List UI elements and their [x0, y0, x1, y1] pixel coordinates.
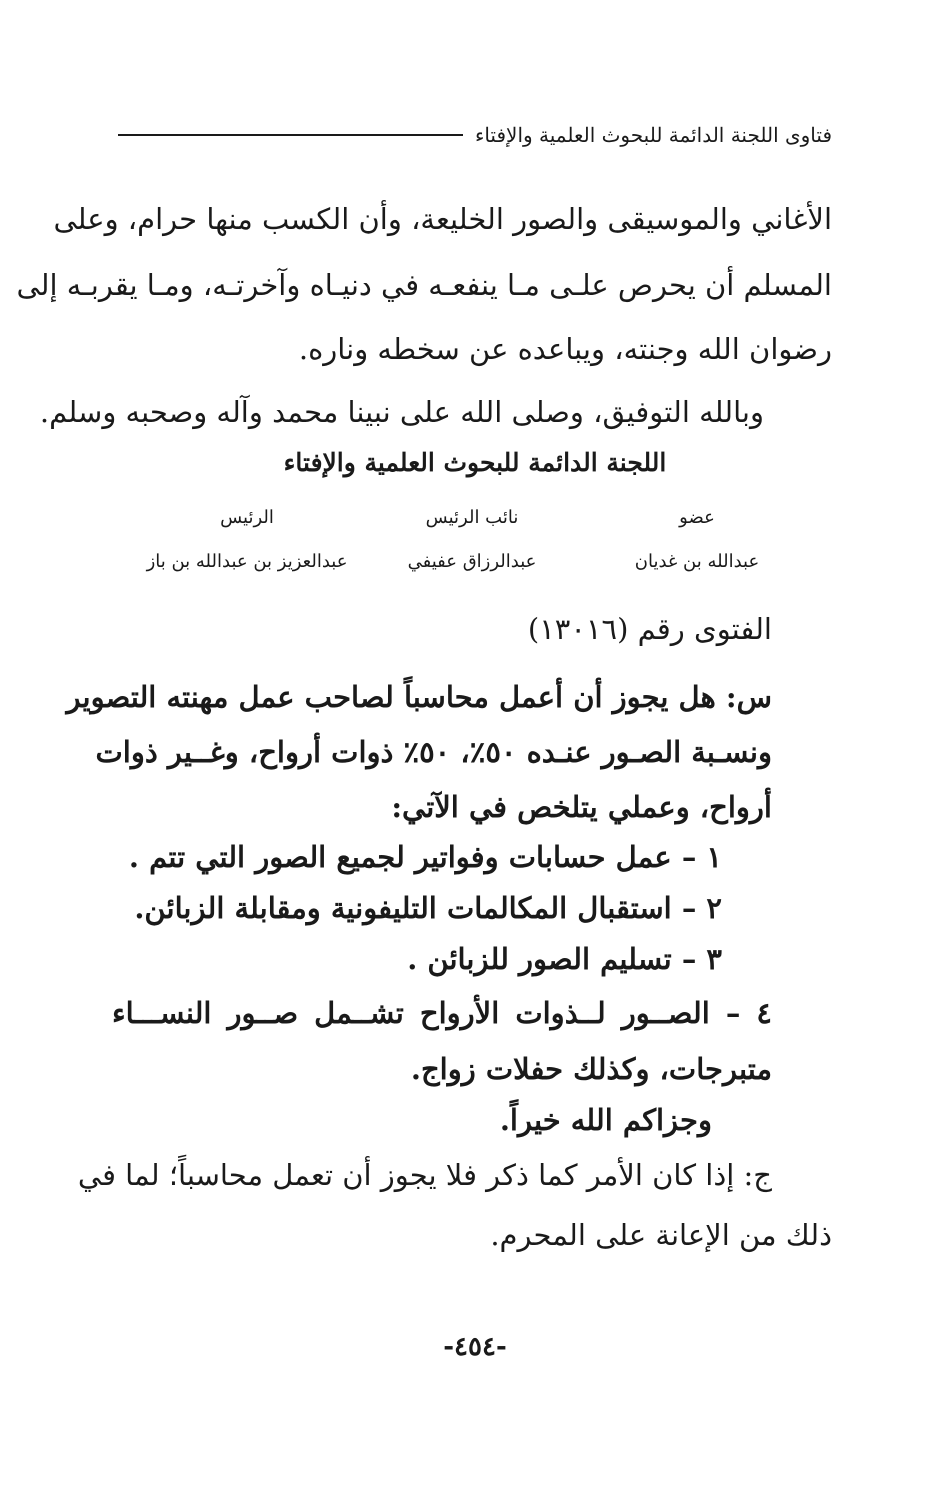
- signatory-name: عبدالرزاق عفيفي: [407, 551, 537, 572]
- signatory-role: نائب الرئيس: [425, 507, 519, 528]
- list-item: ٢ – استقبال المكالمات التليفونية ومقابلة الزبائن.: [134, 891, 722, 925]
- signatory-president: [132, 503, 362, 577]
- committee-title: اللجنة الدائمة للبحوث العلمية والإفتاء: [283, 448, 667, 477]
- closing-line: وبالله التوفيق، وصلى الله على نبينا محمد وآله وصحبه وسلم.: [39, 395, 764, 429]
- running-header: [118, 117, 832, 153]
- paragraph-line: رضوان الله وجنته، ويباعده عن سخطه وناره.: [298, 332, 832, 366]
- list-item-continuation: متبرجات، وكذلك حفلات زواج.: [410, 1052, 772, 1086]
- paragraph-line: الأغاني والموسيقى والصور الخليعة، وأن الكسب منها حرام، وعلى: [53, 202, 832, 236]
- page-number: -٤٥٤-: [443, 1332, 507, 1362]
- signatory-role: الرئيس: [220, 507, 274, 528]
- signatory-name: عبدالله بن غديان: [634, 551, 760, 572]
- question-line: أرواح، وعملي يتلخص في الآتي:: [391, 790, 772, 824]
- fatwa-number: الفتوى رقم (١٣٠١٦): [527, 612, 772, 646]
- header-rule: [118, 134, 463, 136]
- paragraph-line: المسلم أن يحرص علـى مـا ينفعـه في دنيـاه وآخرتـه، ومـا يقربـه إلى: [16, 268, 832, 302]
- question-line: س: هل يجوز أن أعمل محاسباً لصاحب عمل مهنته التصوير: [66, 680, 772, 714]
- list-item: ١ – عمل حسابات وفواتير لجميع الصور التي تتم .: [128, 840, 722, 874]
- list-item: ٤ – الصــور لــذوات الأرواح تشــمل صــور النســـاء: [112, 996, 772, 1030]
- signatory-role: عضو: [679, 507, 715, 528]
- signatory-name: عبدالعزيز بن عبدالله بن باز: [146, 551, 348, 572]
- question-line: ونسـبة الصـور عنـده ٥٠٪، ٥٠٪ ذوات أرواح، وغــير ذوات: [95, 735, 772, 769]
- question-thanks: وجزاكم الله خيراً.: [499, 1103, 712, 1137]
- running-title: فتاوى اللجنة الدائمة للبحوث العلمية والإفتاء: [474, 123, 832, 147]
- signatory-vice-president: [372, 503, 572, 577]
- list-item: ٣ – تسليم الصور للزبائن .: [407, 942, 722, 976]
- answer-line: ج: إذا كان الأمر كما ذكر فلا يجوز أن تعمل محاسباً؛ لما في: [77, 1158, 772, 1192]
- answer-line: ذلك من الإعانة على المحرم.: [490, 1218, 832, 1252]
- signatory-member: [612, 503, 782, 577]
